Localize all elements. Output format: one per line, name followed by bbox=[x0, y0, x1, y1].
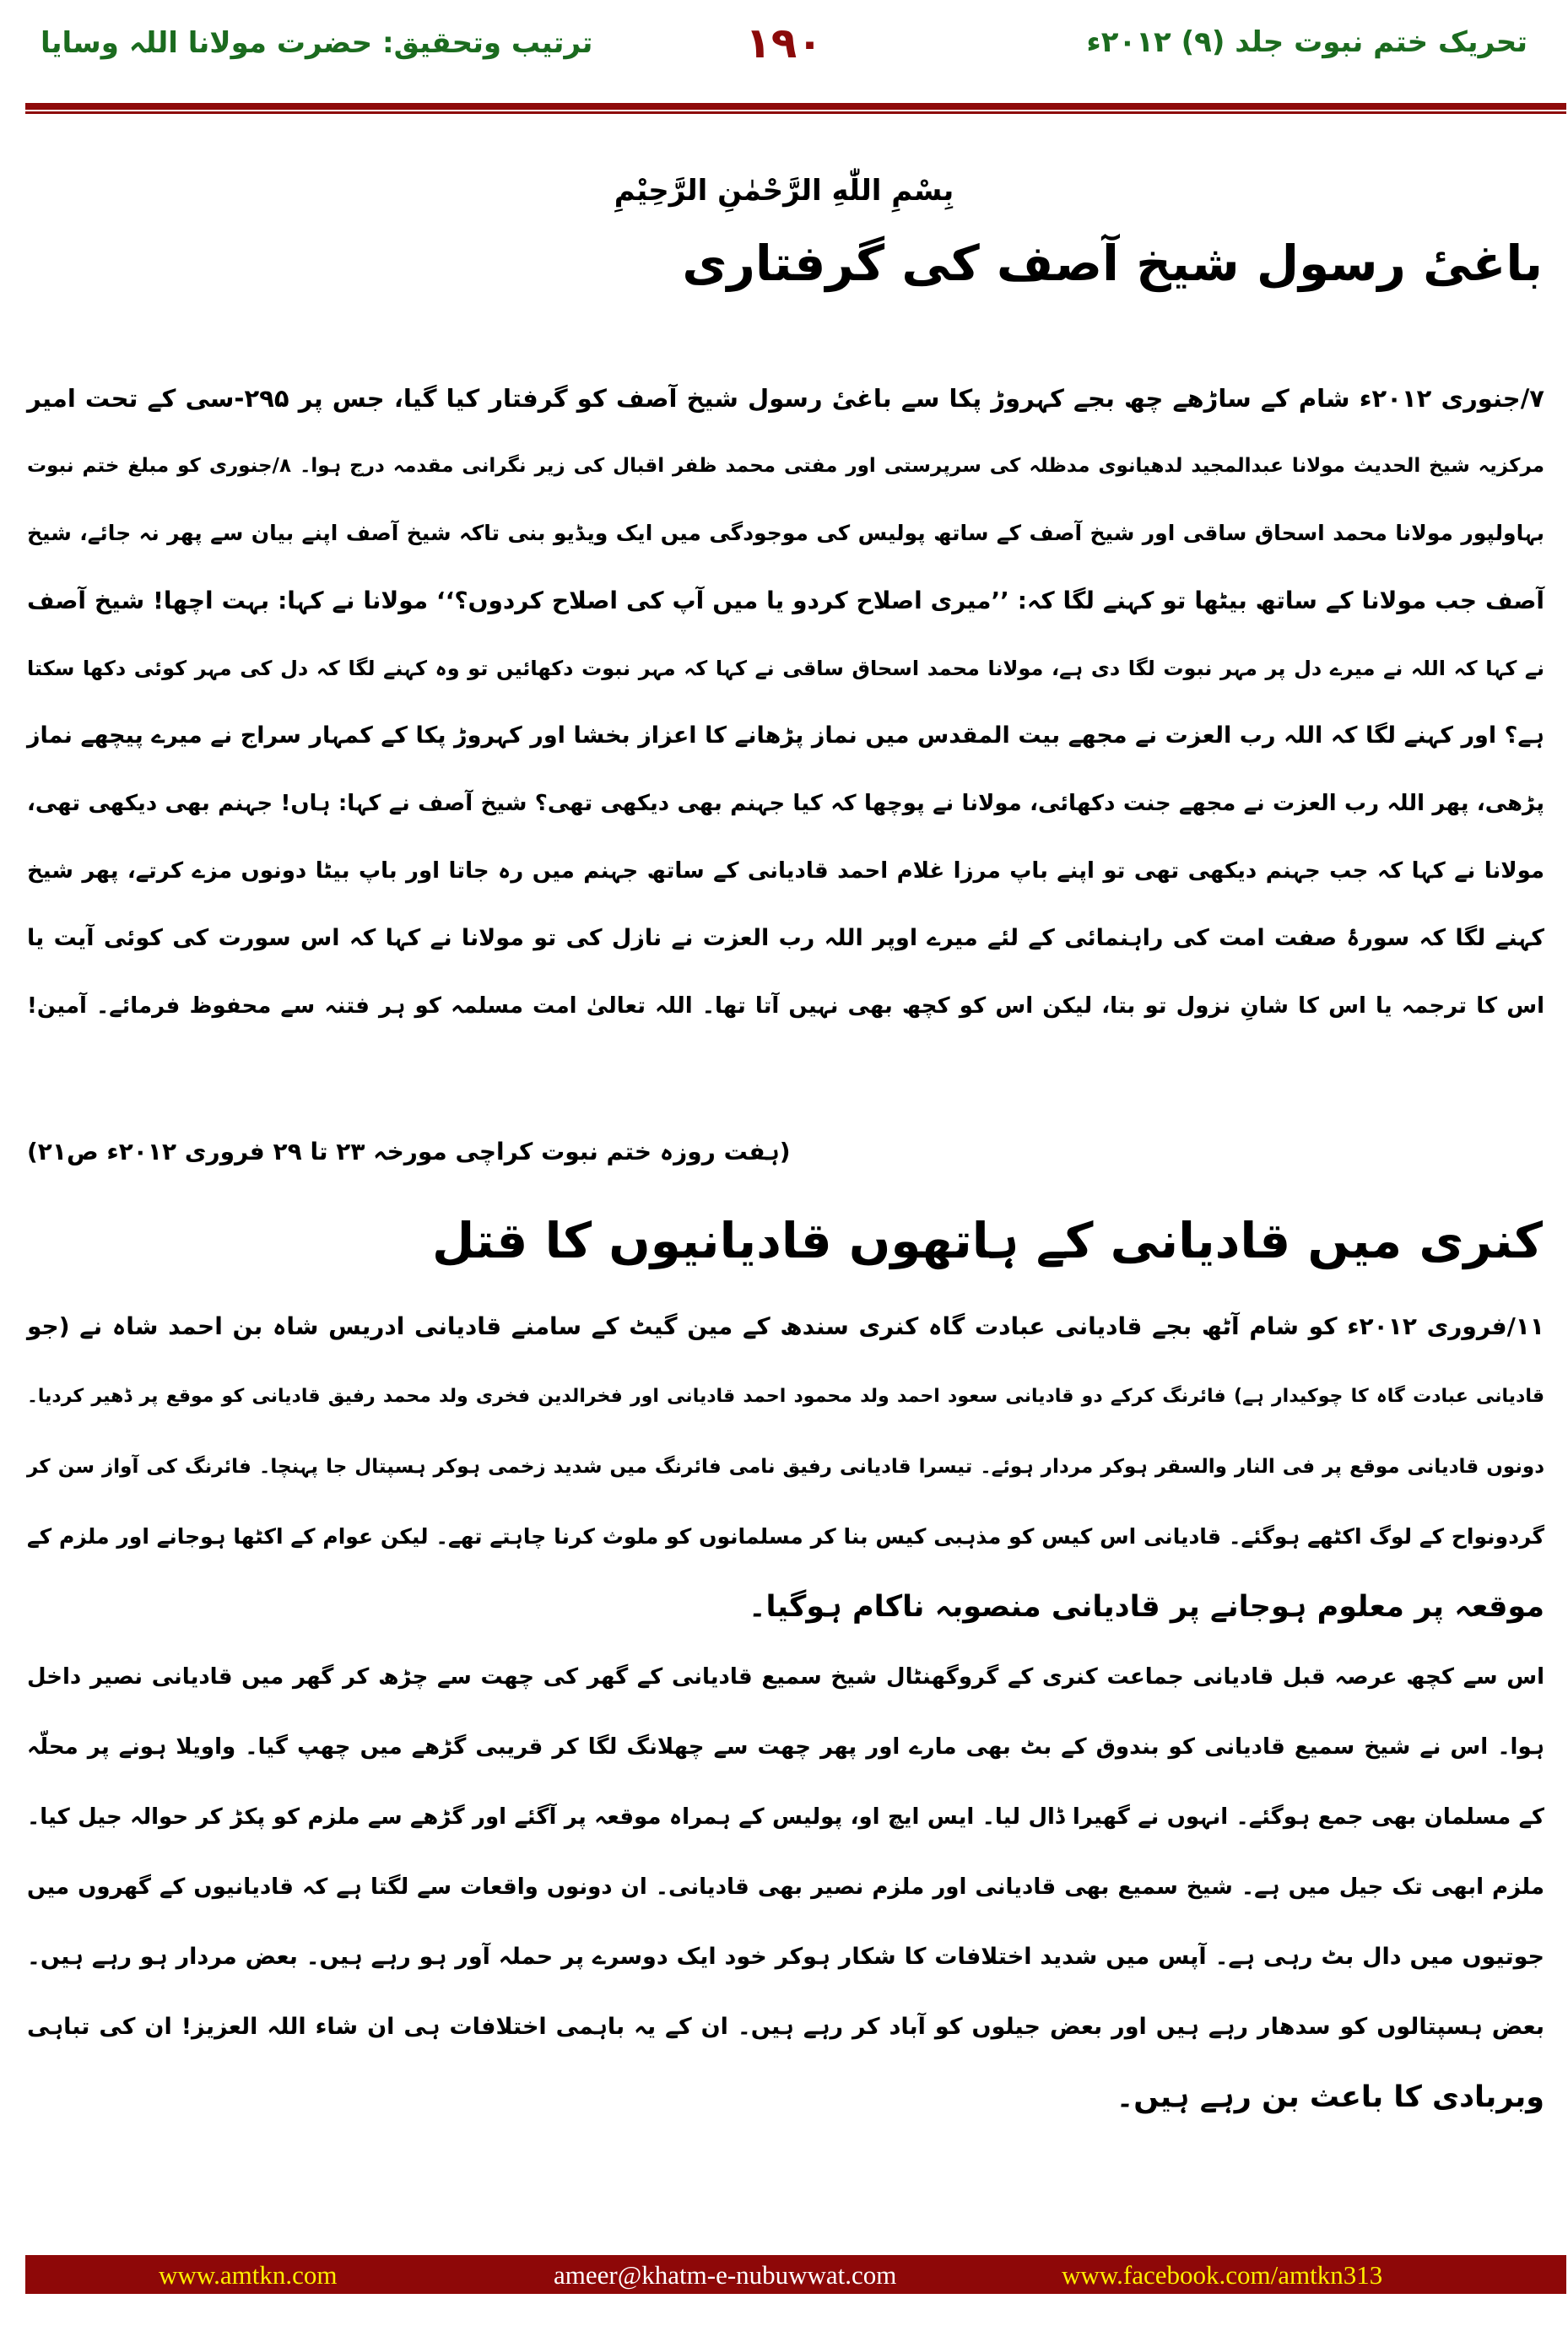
footer-email-link[interactable]: ameer@khatm-e-nubuwwat.com bbox=[554, 2260, 897, 2290]
section2-title: کنری میں قادیانی کے ہاتھوں قادیانیوں کا قتل bbox=[431, 1212, 1543, 1269]
text-line: ہے؟ اور کہنے لگا کہ اللہ رب العزت نے مجھے بیت المقدس میں نماز پڑھانے کا اعزاز بخشا اور کہروڑ پکا کے کمہار سراج نے میرے پیچھے نماز bbox=[27, 722, 1544, 749]
text-line: پڑھی، پھر اللہ رب العزت نے مجھے جنت دکھائی، مولانا نے پوچھا کہ کیا جہنم بھی دیکھی تھی؟ شیخ آصف نے کہا: ہاں! جہنم بھی دیکھی تھی، bbox=[27, 791, 1544, 816]
text-line: ملزم ابھی تک جیل میں ہے۔ شیخ سمیع بھی قادیانی اور ملزم نصیر بھی قادیانی۔ ان دونوں واقعات سے لگتا ہے کہ قادیانیوں کے گھروں میں bbox=[27, 1874, 1544, 1900]
text-line: قادیانی عبادت گاہ کا چوکیدار ہے) فائرنگ کرکے دو قادیانی سعود احمد ولد محمود احمد قادیانی اور فخرالدین فخری ولد محمد رفیق قادیانی کو موقع پر ڈھیر کردیا۔ bbox=[27, 1386, 1544, 1407]
text-line: جوتیوں میں دال بٹ رہی ہے۔ آپس میں شدید اختلافات کا شکار ہوکر خود ایک دوسرے پر حملہ آور ہو رہے ہیں۔ بعض مردار ہو رہے ہیں۔ bbox=[27, 1944, 1544, 1970]
page-number: ۱۹۰ bbox=[745, 19, 823, 68]
text-line: ۱۱/فروری ۲۰۱۲ء کو شام آٹھ بجے قادیانی عبادت گاہ کنری سندھ کے مین گیٹ کے سامنے قادیانی ادریس شاہ بن احمد شاہ نے (جو bbox=[27, 1312, 1544, 1340]
book-title: تحریک ختم نبوت جلد (۹) ۲۰۱۲ء bbox=[1086, 25, 1527, 59]
text-line: بہاولپور مولانا محمد اسحاق ساقی اور شیخ آصف کے ساتھ پولیس کی موجودگی میں ایک ویڈیو بنی تاکہ شیخ آصف اپنے بیان سے پھر نہ جائے، شیخ bbox=[27, 521, 1544, 545]
footer-bar bbox=[25, 2255, 1566, 2294]
text-line: مرکزیہ شیخ الحدیث مولانا عبدالمجید لدھیانوی مدظلہ کی سرپرستی اور مفتی محمد ظفر اقبال کی زیر نگرانی مقدمہ درج ہوا۔ ۸/جنوری کو مبلغ ختم نبوت bbox=[27, 455, 1545, 477]
text-line: کہنے لگا کہ سورۂ صفت امت کی راہنمائی کے لئے میرے اوپر اللہ رب العزت نے نازل کی تو مولانا نے کہا کہ اس سورت کی کوئی آیت یا bbox=[27, 925, 1544, 951]
text-line: دونوں قادیانی موقع پر فی النار والسقر ہوکر مردار ہوئے۔ تیسرا قادیانی رفیق نامی فائرنگ میں شدید زخمی ہوکر ہسپتال جا پہنچا۔ فائرنگ کی آواز سن کر bbox=[27, 1456, 1544, 1478]
text-line: مولانا نے کہا کہ جب جہنم دیکھی تھی تو اپنے باپ مرزا غلام احمد قادیانی کے ساتھ جہنم میں رہ جاتا اور باپ بیٹا دونوں مزے کرتے، پھر شیخ bbox=[27, 858, 1544, 884]
bismillah: بِسْمِ اللّٰهِ الرَّحْمٰنِ الرَّحِيْمِ bbox=[614, 174, 954, 208]
header-rule-thick bbox=[25, 103, 1566, 110]
text-line: اس کا ترجمہ یا اس کا شانِ نزول تو بتا، لیکن اس کو کچھ بھی نہیں آتا تھا۔ اللہ تعالیٰ امت مسلمہ کو ہر فتنہ سے محفوظ فرمائے۔ آمین! bbox=[27, 993, 1544, 1019]
text-line: ہوا۔ اس نے شیخ سمیع قادیانی کو بندوق کے بٹ بھی مارے اور پھر چھت سے چھلانگ لگا کر قریبی گڑھے میں چھپ گیا۔ واویلا ہونے پر محلّہ bbox=[27, 1734, 1544, 1760]
text-line: موقعہ پر معلوم ہوجانے پر قادیانی منصوبہ ناکام ہوگیا۔ bbox=[749, 1590, 1544, 1624]
text-line: نے کہا کہ اللہ نے میرے دل پر مہر نبوت لگا دی ہے، مولانا محمد اسحاق ساقی نے کہا کہ مہر نبوت دکھائیں تو وہ کہنے لگا کہ دل کی مہر کوئی دکھا سکتا bbox=[27, 657, 1545, 680]
text-line: اس سے کچھ عرصہ قبل قادیانی جماعت کنری کے گروگھنٹال شیخ سمیع قادیانی کے گھر کی چھت سے چڑھ کر گھر میں قادیانی نصیر داخل bbox=[27, 1664, 1544, 1690]
text-line: کے مسلمان بھی جمع ہوگئے۔ انہوں نے گھیرا ڈال لیا۔ ایس ایچ او، پولیس کے ہمراہ موقعہ پر آگئے اور گڑھے سے ملزم کو پکڑ کر حوالہ جیل کیا۔ bbox=[27, 1804, 1544, 1830]
header-rule-thin bbox=[25, 111, 1566, 114]
compiler-credit: ترتیب وتحقیق: حضرت مولانا اللہ وسایا bbox=[41, 26, 593, 60]
citation: (ہفت روزہ ختم نبوت کراچی مورخہ ۲۳ تا ۲۹ فروری ۲۰۱۲ء ص۲۱) bbox=[27, 1138, 791, 1166]
text-line: ۷/جنوری ۲۰۱۲ء شام کے ساڑھے چھ بجے کہروڑ پکا سے باغیٔ رسول شیخ آصف کو گرفتار کیا گیا، جس پر ۲۹۵-سی کے تحت امیر bbox=[27, 384, 1544, 413]
text-line: آصف جب مولانا کے ساتھ بیٹھا تو کہنے لگا کہ: ’’میری اصلاح کردو یا میں آپ کی اصلاح کردوں؟‘‘ مولانا نے کہا: بہت اچھا! شیخ آصف bbox=[27, 587, 1544, 614]
text-line: گردونواح کے لوگ اکٹھے ہوگئے۔ قادیانی اس کیس کو مذہبی کیس بنا کر مسلمانوں کو ملوث کرنا چاہتے تھے۔ لیکن عوام کے اکٹھا ہوجانے اور ملزم کے bbox=[27, 1524, 1544, 1549]
footer-website-link[interactable]: www.amtkn.com bbox=[159, 2260, 338, 2290]
section1-title: باغیٔ رسول شیخ آصف کی گرفتاری bbox=[682, 235, 1543, 292]
text-line: بعض ہسپتالوں کو سدھار رہے ہیں اور بعض جیلوں کو آباد کر رہے ہیں۔ ان کے یہ باہمی اختلافات ہی ان شاء اللہ العزیز! ان کی تباہی bbox=[27, 2014, 1544, 2040]
footer-facebook-link[interactable]: www.facebook.com/amtkn313 bbox=[1062, 2260, 1383, 2290]
text-line: وبربادی کا باعث بن رہے ہیں۔ bbox=[1116, 2080, 1544, 2114]
